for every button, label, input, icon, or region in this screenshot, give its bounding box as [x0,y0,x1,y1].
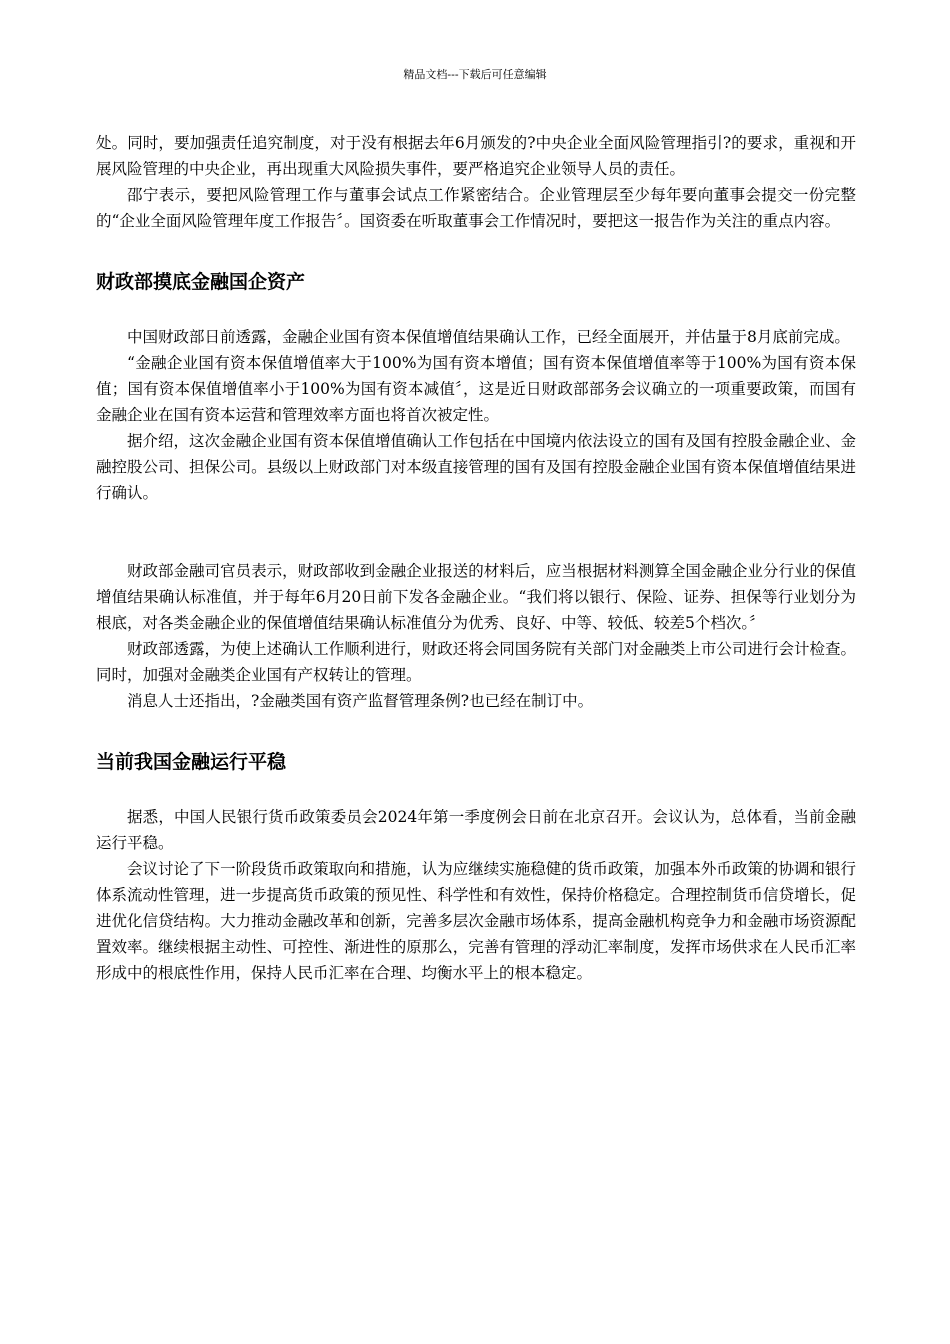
page-header: 精品文档---下载后可任意编辑 [403,68,547,81]
section-heading: 当前我国金融运行平稳 [96,751,287,773]
section-heading: 财政部摸底金融国企资产 [96,271,306,293]
paragraph: 据悉，中国人民银行货币政策委员会2024年第一季度例会日前在北京召开。会议认为，总体看，当前金融运行平稳。 [96,808,856,852]
paragraph: 会议讨论了下一阶段货币政策取向和措施，认为应继续实施稳健的货币政策，加强本外币政策的协调和银行体系流动性管理，进一步提高货币政策的预见性、科学性和有效性，保持价格稳定。合理控制货币信贷增长，促进优化信贷结构。大力推动金融改革和创新，完善多层次金融市场体系，提高金融机构竞争力和金融市场资源配置效率。继续根据主动性、可控性、渐进性的原那么，完善有管理的浮动汇率制度，发挥市场供求在人民币汇率形成中的根底性作用，保持人民币汇率在合理、均衡水平上的根本稳定。 [96,860,856,982]
paragraph: 财政部金融司官员表示，财政部收到金融企业报送的材料后，应当根据材料测算全国金融企业分行业的保值增值结果确认标准值，并于每年6月20日前下发各金融企业。“我们将以银行、保险、证券、担保等行业划分为根底，对各类金融企业的保值增值结果确认标准值分为优秀、良好、中等、较低、较差5个档次。〞 [96,562,856,632]
paragraph: 处。同时，要加强责任追究制度，对于没有根据去年6月颁发的?中央企业全面风险管理指引?的要求，重视和开展风险管理的中央企业，再出现重大风险损失事件，要严格追究企业领导人员的责任。 [96,134,856,178]
paragraph: 中国财政部日前透露，金融企业国有资本保值增值结果确认工作，已经全面展开，并估量于8月底前完成。 [127,328,850,346]
paragraph: 财政部透露，为使上述确认工作顺利进行，财政还将会同国务院有关部门对金融类上市公司进行会计检查。同时，加强对金融类企业国有产权转让的管理。 [96,640,856,684]
paragraph: “金融企业国有资本保值增值率大于100%为国有资本增值；国有资本保值增值率等于100%为国有资本保值；国有资本保值增值率小于100%为国有资本减值〞，这是近日财政部部务会议确立的一项重要政策，而国有金融企业在国有资本运营和管理效率方面也将首次被定性。 [96,354,856,424]
paragraph: 消息人士还指出，?金融类国有资产监督管理条例?也已经在制订中。 [127,692,594,710]
paragraph: 邵宁表示，要把风险管理工作与董事会试点工作紧密结合。企业管理层至少每年要向董事会提交一份完整的“企业全面风险管理年度工作报告〞。国资委在听取董事会工作情况时，要把这一报告作为关注的重点内容。 [96,186,856,230]
paragraph: 据介绍，这次金融企业国有资本保值增值确认工作包括在中国境内依法设立的国有及国有控股金融企业、金融控股公司、担保公司。县级以上财政部门对本级直接管理的国有及国有控股金融企业国有资本保值增值结果进行确认。 [96,432,856,502]
document-body [96,130,856,986]
